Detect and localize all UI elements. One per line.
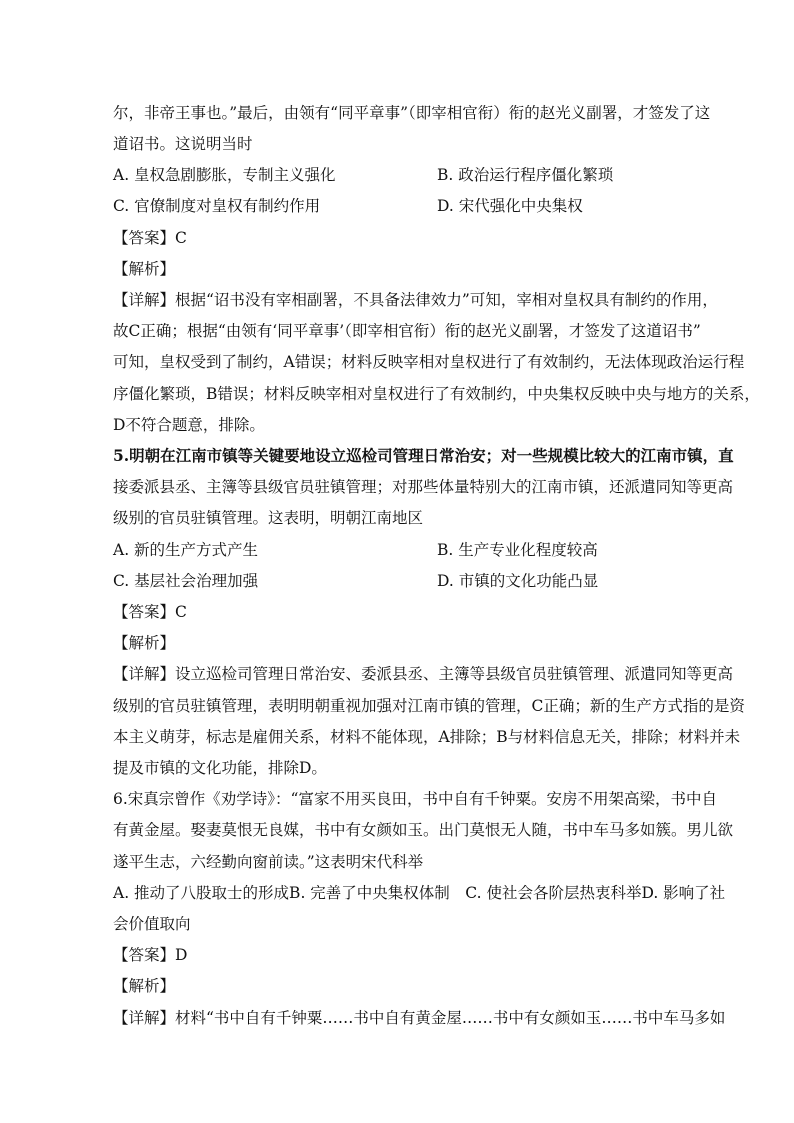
- text-line: 接委派县丞、主簿等县级官员驻镇管理；对那些体量特别大的江南市镇，还派遣同知等更高: [113, 478, 734, 496]
- answer-label: 【答案】C: [113, 229, 187, 247]
- option-d: D. 宋代强化中央集权: [437, 197, 583, 215]
- text-line: 【详解】设立巡检司管理日常治安、委派县丞、主簿等县级官员驻镇管理、派遣同知等更高: [113, 665, 734, 683]
- answer-label: 【答案】C: [113, 603, 187, 621]
- analysis-label: 【解析】: [113, 634, 176, 652]
- text-line: 级别的官员驻镇管理。这表明，明朝江南地区: [113, 509, 424, 527]
- option-a: A. 新的生产方式产生: [113, 541, 259, 559]
- option-c: C. 官僚制度对皇权有制约作用: [113, 197, 321, 215]
- analysis-label: 【解析】: [113, 260, 176, 278]
- text-line: 尔，非帝王事也。”最后，由领有“同平章事”（即宰相官衔）衔的赵光义副署，才签发了这: [113, 104, 711, 122]
- text-line: 【详解】材料“书中自有千钟粟……书中自有黄金屋……书中有女颜如玉……书中车马多如: [113, 1009, 726, 1027]
- option-a: A. 皇权急剧膨胀，专制主义强化: [113, 166, 336, 184]
- text-line: D不符合题意，排除。: [113, 416, 265, 434]
- text-line: 故C正确；根据“由领有‘同平章事’（即宰相官衔）衔的赵光义副署，才签发了这道诏书”: [113, 322, 701, 340]
- option-b: B. 政治运行程序僵化繁琐: [437, 166, 614, 184]
- analysis-label: 【解析】: [113, 977, 176, 995]
- answer-label: 【答案】D: [113, 946, 188, 964]
- question-5: 5.明朝在江南市镇等关键要地设立巡检司管理日常治安；对一些规模比较大的江南市镇，直: [113, 446, 734, 465]
- option-c: C. 基层社会治理加强: [113, 572, 259, 590]
- text-line: 序僵化繁琐，B错误；材料反映宰相对皇权进行了有效制约，中央集权反映中央与地方的关系，: [113, 385, 760, 403]
- text-line: 可知，皇权受到了制约，A错误；材料反映宰相对皇权进行了有效制约，无法体现政治运行程: [113, 353, 745, 371]
- text-line: 级别的官员驻镇管理，表明明朝重视加强对江南市镇的管理，C正确；新的生产方式指的是资: [113, 697, 745, 715]
- text-line: 会价值取向: [113, 915, 191, 933]
- text-line: 遂平生志，六经勤向窗前读。”这表明宋代科举: [113, 853, 424, 871]
- text-line: 有黄金屋。娶妻莫恨无良媒，书中有女颜如玉。出门莫恨无人随，书中车马多如簇。男儿欲: [113, 821, 734, 839]
- text-line: 道诏书。这说明当时: [113, 135, 253, 153]
- text-line: 【详解】根据“诏书没有宰相副署，不具备法律效力”可知，宰相对皇权具有制约的作用，: [113, 291, 718, 309]
- option-b: B. 生产专业化程度较高: [437, 541, 598, 559]
- option-d: D. 市镇的文化功能凸显: [437, 572, 599, 590]
- text-line: 本主义萌芽，标志是雇佣关系，材料不能体现，A排除；B与材料信息无关，排除；材料并未: [113, 728, 741, 746]
- text-line: 提及市镇的文化功能，排除D。: [113, 759, 327, 777]
- options-line: A. 推动了八股取士的形成B. 完善了中央集权体制 C. 使社会各阶层热衷科举D. 影响了社: [113, 884, 726, 902]
- question-6: 6.宋真宗曾作《劝学诗》：“富家不用买良田，书中自有千钟粟。安房不用架高梁，书中自: [113, 790, 717, 808]
